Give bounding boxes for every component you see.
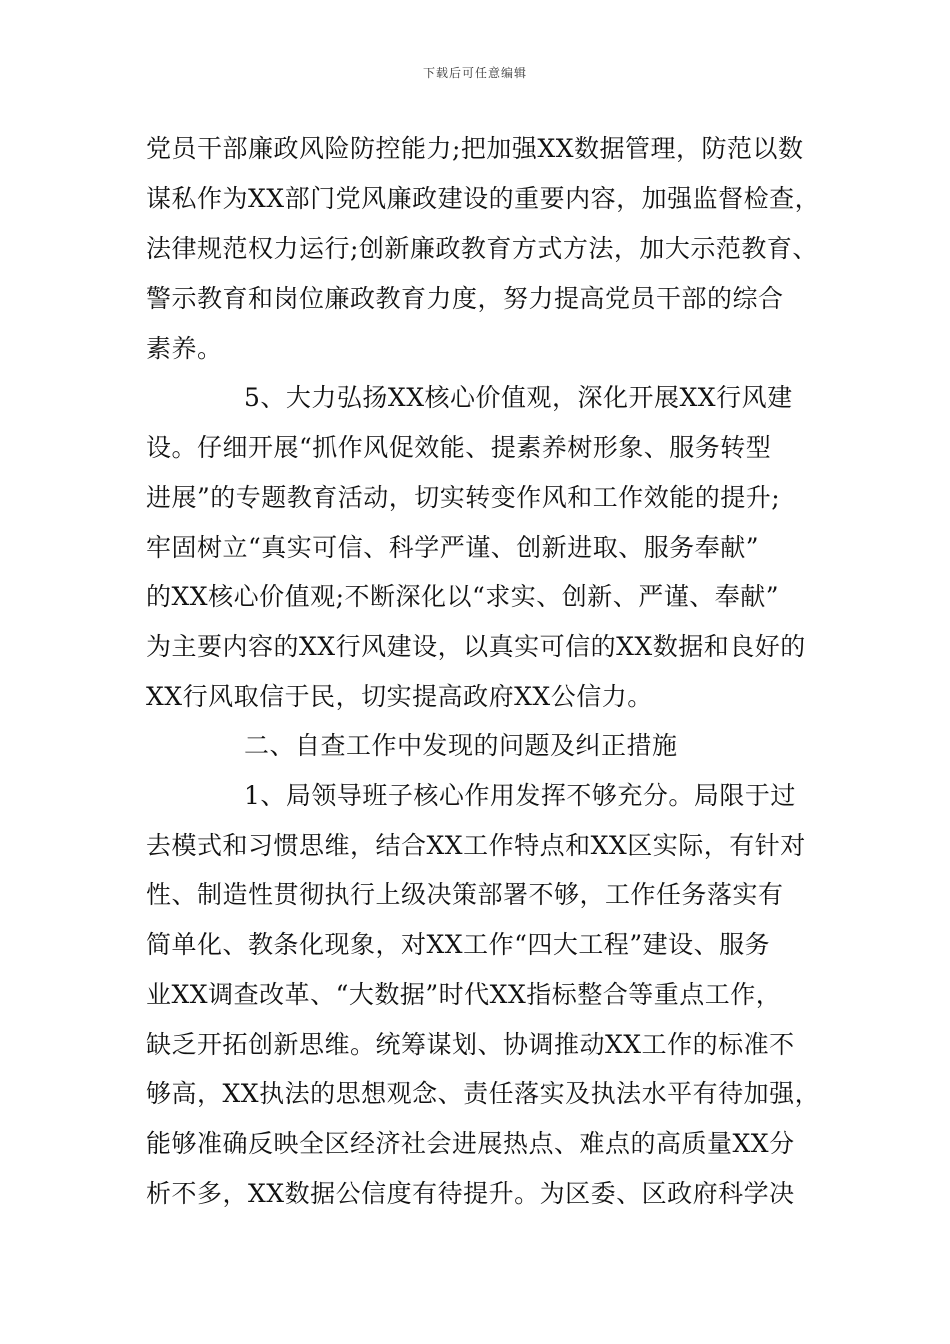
text-line: 去模式和习惯思维，结合XX工作特点和XX区实际，有针对 xyxy=(146,831,806,860)
text-line: 警示教育和岗位廉政教育力度，努力提高党员干部的综合 xyxy=(146,284,784,313)
text-line: 的XX核心价值观;不断深化以“求实、创新、严谨、奉献” xyxy=(146,582,780,611)
text-line: XX行风取信于民，切实提高政府XX公信力。 xyxy=(146,682,653,711)
text-line: 牢固树立“真实可信、科学严谨、创新进取、服务奉献” xyxy=(146,533,760,562)
page-header: 下载后可任意编辑 xyxy=(422,66,527,80)
text-line: 缺乏开拓创新思维。统筹谋划、协调推动XX工作的标准不 xyxy=(146,1030,795,1059)
text-line: 法律规范权力运行;创新廉政教育方式方法，加大示范教育、 xyxy=(146,234,818,263)
text-line: 简单化、教条化现象，对XX工作“四大工程”建设、服务 xyxy=(146,930,771,959)
section-heading: 二、自查工作中发现的问题及纠正措施 xyxy=(244,731,678,760)
text-line: 设。仔细开展“抓作风促效能、提素养树形象、服务转型 xyxy=(146,433,772,462)
text-line: 进展”的专题教育活动，切实转变作风和工作效能的提升; xyxy=(146,483,781,512)
text-line: 能够准确反映全区经济社会进展热点、难点的高质量XX分 xyxy=(146,1129,795,1158)
text-line: 素养。 xyxy=(146,334,223,363)
text-line: 谋私作为XX部门党风廉政建设的重要内容，加强监督检查， xyxy=(146,184,821,213)
text-line: 业XX调查改革、“大数据”时代XX指标整合等重点工作， xyxy=(146,980,782,1009)
text-line: 性、制造性贯彻执行上级决策部署不够，工作任务落实有 xyxy=(146,880,784,909)
text-line: 为主要内容的XX行风建设，以真实可信的XX数据和良好的 xyxy=(146,632,806,661)
paragraph-start-line: 1、局领导班子核心作用发挥不够充分。局限于过 xyxy=(244,781,796,810)
paragraph-start-line: 5、大力弘扬XX核心价值观，深化开展XX行风建 xyxy=(244,383,793,412)
text-line: 析不多，XX数据公信度有待提升。为区委、区政府科学决 xyxy=(146,1179,795,1208)
text-line: 够高，XX执法的思想观念、责任落实及执法水平有待加强， xyxy=(146,1079,821,1108)
text-line: 党员干部廉政风险防控能力;把加强XX数据管理，防范以数 xyxy=(146,134,804,163)
